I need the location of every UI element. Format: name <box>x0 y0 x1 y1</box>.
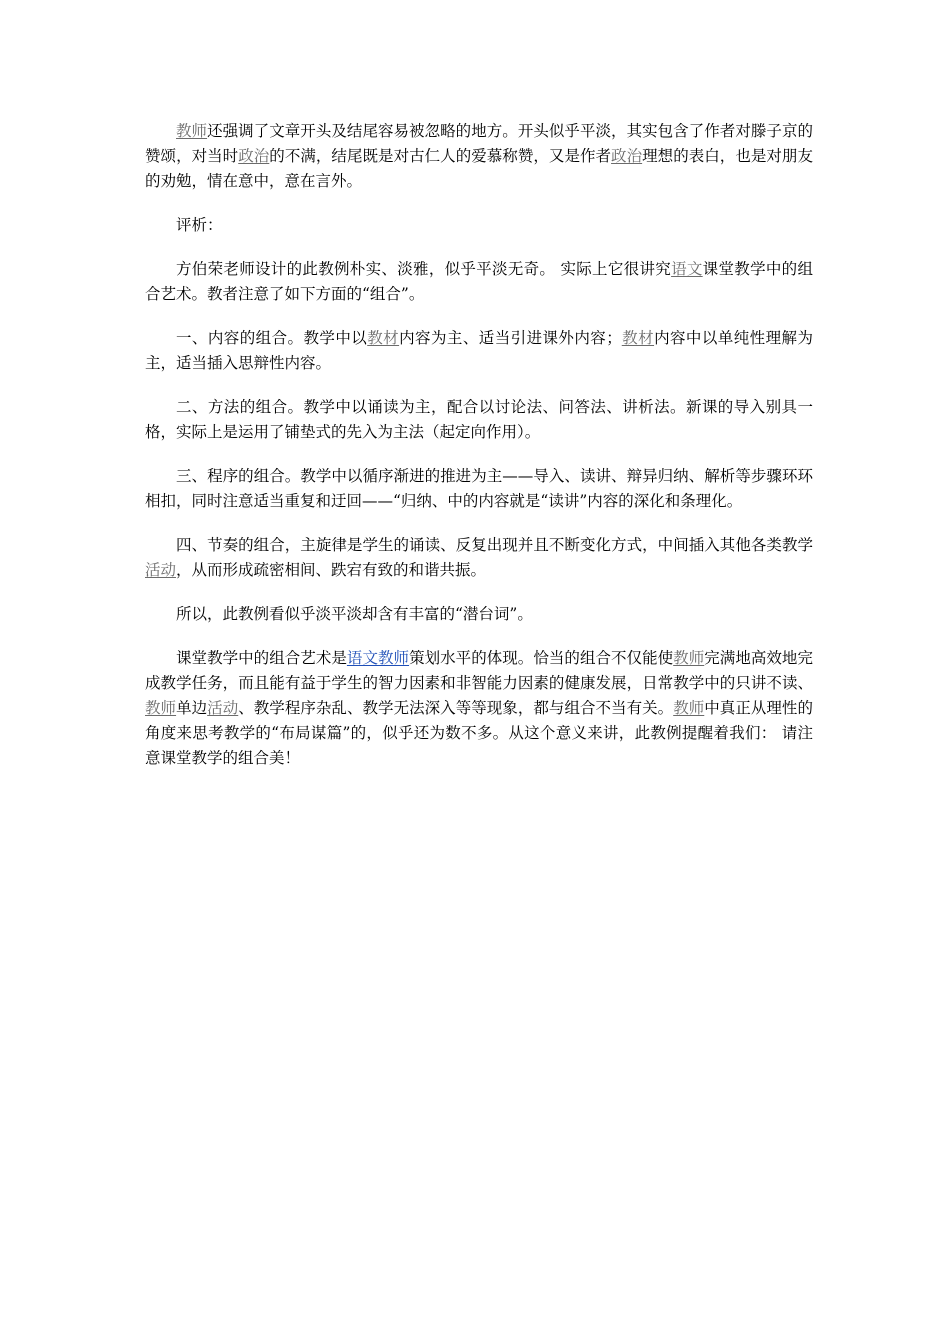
link-chinese-teacher[interactable]: 语文教师 <box>346 649 410 667</box>
paragraph-2-heading <box>145 213 813 238</box>
text-segment: 二、方法的组合。教学中以诵读为主，配合以讨论法、问答法、讲析法。新课的导入别具一格，实际上是运用了铺垫式的先入为主法（起定向作用）。 <box>145 398 813 441</box>
link-politics[interactable]: 政治 <box>238 147 270 165</box>
link-politics[interactable]: 政治 <box>611 147 643 165</box>
link-textbook[interactable]: 教材 <box>367 329 400 347</box>
text-segment: 所以，此教例看似乎淡平淡却含有丰富的“潜台词”。 <box>176 605 533 623</box>
text-segment: 的不满，结尾既是对古仁人的爱慕称赞，又是作者 <box>269 147 612 165</box>
link-chinese[interactable]: 语文 <box>671 260 703 278</box>
text-segment: 中真正从理性的角度来思考教学的“布局谋篇”的，似乎还为数不多。从这个意义来讲，此教例提醒着我们： 请注意课堂教学的组合美！ <box>145 699 813 767</box>
text-segment: 四、节奏的组合，主旋律是学生的诵读、反复出现并且不断变化方式，中间插入其他各类教学 <box>176 536 813 554</box>
paragraph-4 <box>145 326 813 376</box>
text-segment: 三、程序的组合。教学中以循序渐进的推进为主——导入、读讲、辩异归纳、解析等步骤环环相扣，同时注意适当重复和迂回——“归纳、中的内容就是“读讲”内容的深化和条理化。 <box>145 467 813 510</box>
paragraph-1 <box>145 119 813 194</box>
text-segment: 、教学程序杂乱、教学无法深入等等现象，都与组合不当有关。 <box>238 699 674 717</box>
link-activity[interactable]: 活动 <box>145 561 177 579</box>
text-segment: 理想的表白，也是对朋友的劝勉，情在意中，意在言外。 <box>145 147 813 190</box>
link-teacher[interactable]: 教师 <box>673 649 705 667</box>
text-segment: 课堂教学中的组合艺术是 <box>176 649 347 667</box>
text-segment: 单边 <box>176 699 208 717</box>
link-teacher[interactable]: 教师 <box>176 122 208 140</box>
paragraph-5 <box>145 395 813 445</box>
text-segment: 方伯荣老师设计的此教例朴实、淡雅，似乎平淡无奇。 实际上它很讲究 <box>176 260 672 278</box>
link-teacher[interactable]: 教师 <box>145 699 177 717</box>
paragraph-3 <box>145 257 813 307</box>
text-segment: 策划水平的体现。恰当的组合不仅能使 <box>409 649 674 667</box>
text-segment: 课堂教学中的组合艺术。教者注意了如下方面的“组合”。 <box>145 260 813 303</box>
paragraph-6 <box>145 464 813 514</box>
text-segment: 评析： <box>176 216 223 234</box>
link-activity[interactable]: 活动 <box>207 699 239 717</box>
text-segment: 还强调了文章开头及结尾容易被忽略的地方。开头似乎平淡，其实包含了作者对滕子京的赞颂，对当时 <box>145 122 813 165</box>
paragraph-8 <box>145 602 813 627</box>
text-segment: 一、内容的组合。教学中以 <box>176 329 368 347</box>
text-segment: 完满地高效地完成教学任务，而且能有益于学生的智力因素和非智能力因素的健康发展，日常教学中的只讲不读、 <box>145 649 813 692</box>
paragraph-7 <box>145 533 813 583</box>
link-teacher[interactable]: 教师 <box>673 699 705 717</box>
text-segment: ，从而形成疏密相间、跌宕有致的和谐共振。 <box>176 561 487 579</box>
paragraph-9 <box>145 646 813 771</box>
text-segment: 内容中以单纯性理解为主，适当插入思辩性内容。 <box>145 329 813 372</box>
text-segment: 内容为主、适当引进课外内容； <box>399 329 622 347</box>
link-textbook[interactable]: 教材 <box>621 329 655 347</box>
document-page <box>145 119 813 790</box>
